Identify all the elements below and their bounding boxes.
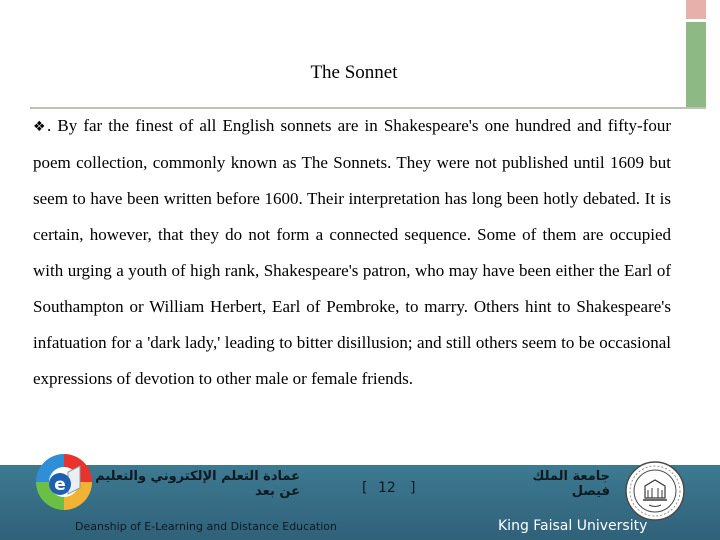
university-english: King Faisal University: [498, 518, 648, 534]
slide-title: The Sonnet: [310, 62, 398, 83]
deanship-arabic: عمادة التعلم الإلكتروني والتعليم عن بعد: [95, 469, 300, 499]
svg-text:e: e: [54, 475, 66, 495]
slide-body: [33, 108, 671, 397]
bullet-diamond-icon: ❖: [33, 119, 46, 135]
page-bracket-close: ]: [410, 480, 416, 496]
university-seal-icon: [624, 460, 686, 522]
deanship-english: Deanship of E-Learning and Distance Education: [75, 520, 338, 533]
page-bracket-open: [: [362, 480, 368, 496]
body-paragraph: . By far the finest of all English sonnets are in Shakespeare's one hundred and fifty-four poem collection, commonly known as The Sonnets. They were not published until 1609 but seem to have been written before 1600. Their interpretation has long been hotly debated. It is certain, however, that they do not form a connected sequence. Some of them are occupied with urging a youth of high rank, Shakespeare's patron, who may have been either the Earl of Southampton or William Herbert, Earl of Pembroke, to marry. Others hint to Shakespeare's infatuation for a 'dark lady,' leading to bitter disillusion; and still others seem to be occasional expressions of devotion to other male or female friends.: [33, 116, 671, 388]
e-learning-logo-icon: [34, 448, 94, 520]
university-arabic: جامعة الملك فيصل: [532, 469, 610, 499]
page-number: 12: [378, 480, 396, 496]
corner-accent-rose: [686, 0, 706, 19]
